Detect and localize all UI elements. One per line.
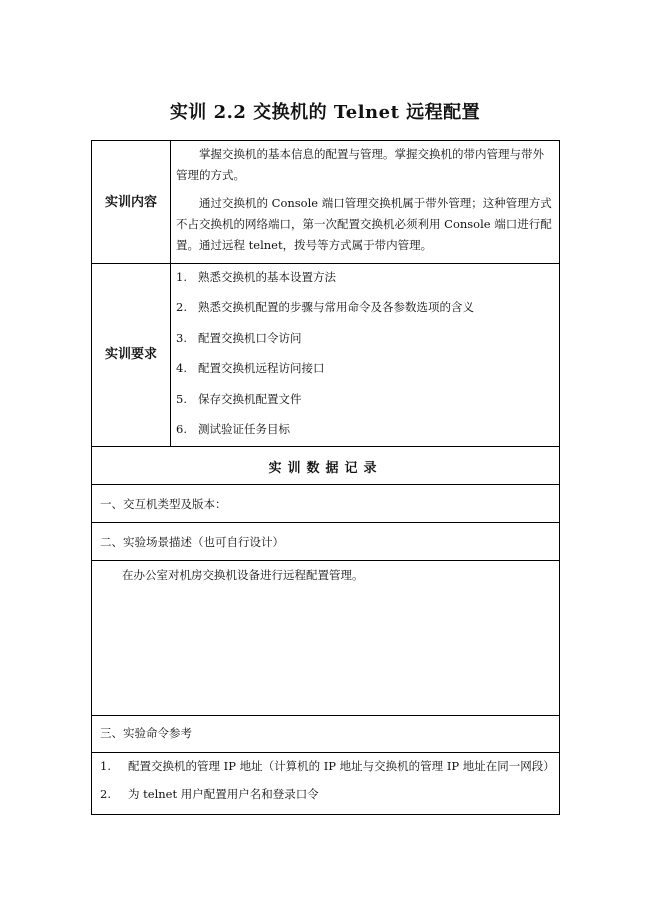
list-item: 6. 测试验证任务目标	[176, 421, 290, 436]
list-item: 2. 为 telnet 用户配置用户名和登录口令	[100, 787, 319, 801]
scenario-row	[92, 561, 559, 716]
list-item: 3. 配置交换机口令访问	[176, 330, 302, 345]
list-item: 5. 保存交换机配置文件	[176, 391, 302, 406]
list-item: 1. 配置交换机的管理 IP 地址（计算机的 IP 地址与交换机的管理 IP 地址在同一网段）	[100, 759, 555, 773]
section2-heading: 二、实验场景描述（也可自行设计）	[100, 535, 284, 549]
record-banner-row	[92, 447, 559, 485]
content-paragraph-1: 掌握交换机的基本信息的配置与管理。掌握交换机的带内管理与带外管理的方式。	[176, 147, 544, 182]
content-cell	[176, 144, 553, 256]
list-item: 2. 熟悉交换机配置的步骤与常用命令及各参数选项的含义	[176, 300, 474, 315]
requirements-list	[176, 267, 553, 449]
record-banner: 实训数据记录	[268, 461, 383, 476]
scenario-text: 在办公室对机房交换机设备进行远程配置管理。	[122, 568, 364, 582]
training-table	[91, 140, 560, 815]
requirements-label: 实训要求	[104, 347, 157, 362]
list-item: 4. 配置交换机远程访问接口	[176, 361, 325, 376]
column-divider	[170, 141, 171, 264]
section1-row	[92, 485, 559, 523]
column-divider	[170, 264, 171, 447]
document-title: 实训 2.2 交换机的 Telnet 远程配置	[169, 102, 481, 123]
section3-heading: 三、实验命令参考	[100, 726, 192, 740]
commands-row	[92, 753, 559, 814]
list-item: 1. 熟悉交换机的基本设置方法	[176, 270, 336, 284]
content-label: 实训内容	[104, 195, 157, 210]
section2-row	[92, 523, 559, 561]
section3-row	[92, 716, 559, 753]
content-row	[92, 141, 559, 264]
content-paragraph-2: 通过交换机的 Console 端口管理交换机属于带外管理；这种管理方式不占交换机的网络端口，第一次配置交换机必须利用 Console 端口进行配置。通过远程 telnet，拨号等方式属于带内管理。	[176, 196, 552, 252]
requirements-row	[92, 264, 559, 447]
section1-heading: 一、交互机类型及版本：	[100, 497, 227, 511]
